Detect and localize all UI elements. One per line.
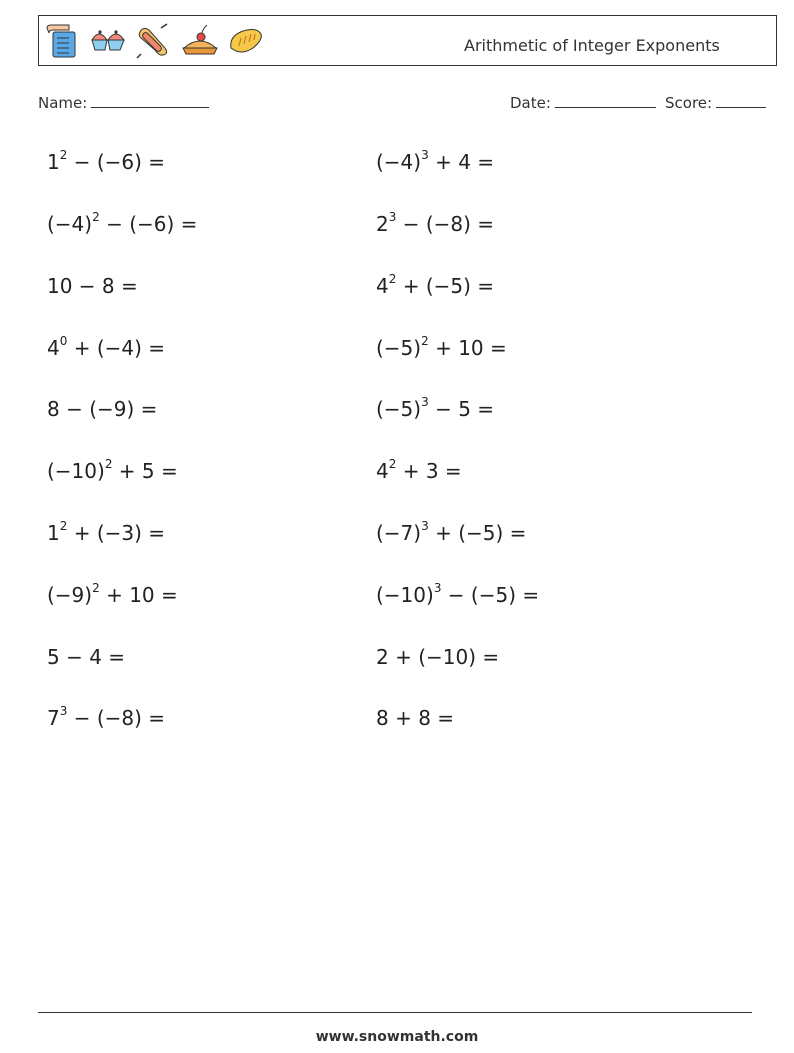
cupcakes-icon xyxy=(89,22,127,60)
problem-18: 2 + (−10) = xyxy=(376,645,500,669)
date-label: Date: xyxy=(510,94,551,112)
problem-12: $4^2 + 3$ = xyxy=(376,457,462,483)
date-blank[interactable] xyxy=(555,93,656,108)
problem-13: $1^2 + (-3)$ = xyxy=(47,519,166,545)
problem-1: $1^2 - (-6)$ = xyxy=(47,148,166,174)
problem-14: $(-7)^3 + (-5)$ = xyxy=(376,519,527,545)
cherry-pie-icon xyxy=(181,22,219,60)
measuring-cup-icon xyxy=(43,22,81,60)
problem-7: $4^0 + (-4)$ = xyxy=(47,334,166,360)
problem-16: $(-10)^3 - (-5)$ = xyxy=(376,581,540,607)
problem-20: 8 + 8 = xyxy=(376,706,455,730)
problem-3: $(-4)^2 - (-6)$ = xyxy=(47,210,198,236)
problem-2: $(-4)^3 + 4$ = xyxy=(376,148,495,174)
header-box xyxy=(38,15,777,66)
date-field xyxy=(510,93,656,112)
problem-5: 10 − 8 = xyxy=(47,274,138,298)
problem-17: 5 − 4 = xyxy=(47,645,126,669)
name-label: Name: xyxy=(38,94,88,112)
problem-11: $(-10)^2 + 5$ = xyxy=(47,457,178,483)
footer-divider xyxy=(38,1012,752,1013)
problem-8: $(-5)^2 + 10$ = xyxy=(376,334,507,360)
footer-website[interactable]: www.snowmath.com xyxy=(315,1029,479,1045)
score-label: Score: xyxy=(665,94,713,112)
bread-loaf-icon xyxy=(227,22,265,60)
problem-4: $2^3 - (-8)$ = xyxy=(376,210,495,236)
name-field xyxy=(38,93,209,112)
problem-6: $4^2 + (-5)$ = xyxy=(376,272,495,298)
rolling-pin-icon xyxy=(135,22,173,60)
header-icons xyxy=(43,22,265,60)
problem-9: 8 − (−9) = xyxy=(47,397,158,421)
problem-15: $(-9)^2 + 10$ = xyxy=(47,581,178,607)
problem-19: $7^3 - (-8)$ = xyxy=(47,704,166,730)
worksheet-title: Arithmetic of Integer Exponents xyxy=(464,36,720,55)
name-blank[interactable] xyxy=(91,93,209,108)
score-field xyxy=(665,93,766,112)
score-blank[interactable] xyxy=(716,93,766,108)
problem-10: $(-5)^3 - 5$ = xyxy=(376,395,495,421)
